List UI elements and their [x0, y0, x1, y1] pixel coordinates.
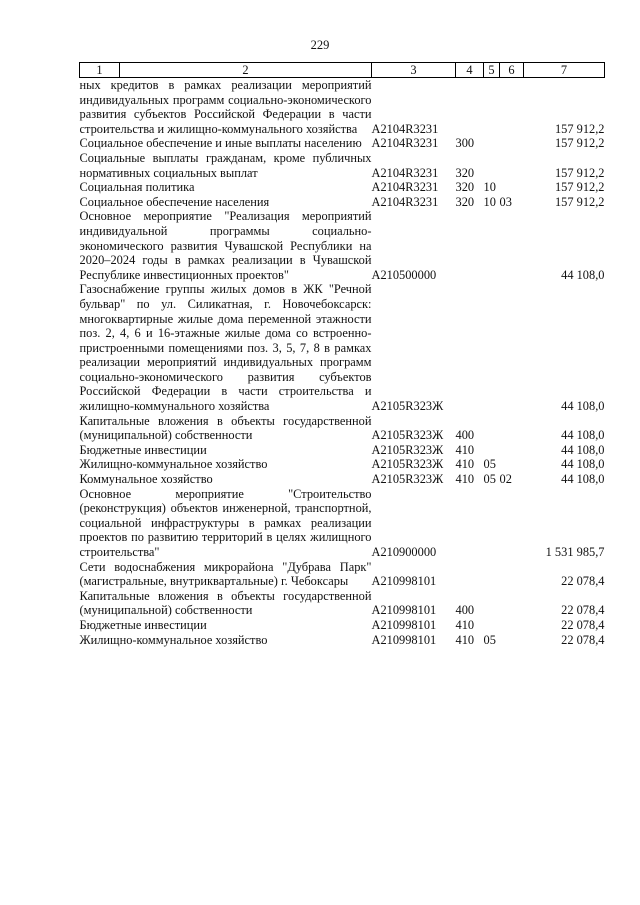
row-expense-type	[456, 209, 484, 282]
row-name: Социальные выплаты гражданам, кроме публичных нормативных социальных выплат	[79, 150, 372, 180]
row-name: Социальное обеспечение и иные выплаты населению	[79, 136, 362, 151]
row-amount: 44 108,0	[561, 472, 605, 487]
table-row	[80, 443, 605, 458]
row-section	[484, 209, 500, 282]
row-section: 05	[483, 632, 496, 647]
row-expense-type	[456, 560, 484, 589]
row-name: ных кредитов в рамках реализации мероприятий индивидуальных программ социально-экономического развития субъектов Российской Федерации в части строительства и жилищно-коммунального хозяйства	[79, 78, 372, 136]
row-amount: 157 912,2	[554, 180, 605, 195]
row-code: А210998101	[371, 617, 437, 632]
row-section	[484, 589, 500, 618]
row-amount: 44 108,0	[561, 399, 605, 414]
row-name: Бюджетные инвестиции	[79, 442, 207, 457]
row-name: Бюджетные инвестиции	[79, 617, 207, 632]
row-subsection	[500, 457, 524, 472]
row-subsection	[500, 180, 524, 195]
row-subsection	[500, 151, 524, 180]
row-code: А2105R323Ж	[371, 457, 444, 472]
row-name: Капитальные вложения в объекты государственной (муниципальной) собственности	[79, 413, 372, 443]
row-expense-type: 410	[455, 617, 475, 632]
row-section	[484, 443, 500, 458]
row-code: А2105R323Ж	[371, 472, 444, 487]
row-expense-type: 400	[455, 428, 475, 443]
row-code: А210998101	[371, 574, 437, 589]
row-expense-type: 410	[455, 632, 475, 647]
table-row	[80, 209, 605, 282]
row-amount: 1 531 985,7	[545, 545, 605, 559]
column-header: 7	[524, 63, 605, 78]
row-code: А210998101	[371, 603, 437, 618]
row-amount: 22 078,4	[561, 632, 605, 647]
row-subsection	[500, 78, 524, 137]
row-expense-type: 410	[455, 442, 475, 457]
row-code: А210900000	[371, 545, 437, 559]
column-header: 2	[120, 63, 372, 78]
row-expense-type	[456, 282, 484, 413]
row-amount: 44 108,0	[561, 442, 605, 457]
row-section	[484, 560, 500, 589]
table-row	[80, 136, 605, 151]
row-amount: 22 078,4	[561, 603, 605, 618]
row-expense-type: 320	[455, 165, 475, 180]
table-row	[80, 414, 605, 443]
row-section	[484, 151, 500, 180]
table-row	[80, 589, 605, 618]
row-expense-type: 320	[455, 194, 475, 209]
page-number: 229	[310, 38, 330, 52]
row-code: А210998101	[371, 632, 437, 647]
table-row	[80, 151, 605, 180]
column-header: 3	[372, 63, 456, 78]
row-amount: 157 912,2	[554, 165, 605, 180]
table-row	[80, 487, 605, 560]
row-section	[484, 78, 500, 137]
row-name: Жилищно-коммунальное хозяйство	[79, 457, 268, 472]
column-header: 6	[500, 63, 524, 78]
row-code: А2104R3231	[371, 165, 439, 180]
row-amount: 44 108,0	[561, 457, 605, 472]
row-name: Социальное обеспечение населения	[79, 194, 270, 209]
row-section: 10	[483, 180, 496, 195]
row-section	[484, 414, 500, 443]
row-subsection	[500, 633, 524, 648]
row-expense-type: 300	[455, 136, 475, 151]
row-name: Коммунальное хозяйство	[79, 472, 213, 487]
table-row	[80, 560, 605, 589]
column-header: 1	[80, 63, 120, 78]
row-expense-type: 410	[455, 457, 475, 472]
row-expense-type	[456, 487, 484, 560]
row-subsection	[500, 443, 524, 458]
row-subsection: 03	[499, 194, 512, 209]
budget-table	[79, 62, 605, 647]
row-name: Жилищно-коммунальное хозяйство	[79, 632, 268, 647]
row-amount: 157 912,2	[554, 194, 605, 209]
row-amount: 22 078,4	[561, 617, 605, 632]
row-code: А2105R323Ж	[371, 399, 444, 414]
row-expense-type: 320	[455, 180, 475, 195]
row-code: А2104R3231	[371, 180, 439, 195]
row-amount: 157 912,2	[554, 136, 605, 151]
row-code: А2105R323Ж	[371, 442, 444, 457]
row-subsection	[500, 136, 524, 151]
table-row	[80, 633, 605, 648]
row-code: А2105R323Ж	[371, 428, 444, 443]
row-section	[484, 136, 500, 151]
row-amount: 157 912,2	[554, 121, 605, 136]
column-header: 4	[456, 63, 484, 78]
row-name: Капитальные вложения в объекты государственной (муниципальной) собственности	[79, 588, 372, 618]
table-header-row	[80, 63, 605, 78]
row-section: 05	[483, 472, 496, 487]
table-row	[80, 457, 605, 472]
row-amount: 22 078,4	[561, 574, 605, 589]
row-expense-type: 410	[455, 472, 475, 487]
row-subsection	[500, 589, 524, 618]
row-subsection	[500, 560, 524, 589]
row-section	[484, 618, 500, 633]
table-row	[80, 618, 605, 633]
row-code: А2104R3231	[371, 194, 439, 209]
row-amount: 44 108,0	[561, 267, 605, 282]
row-amount: 44 108,0	[561, 428, 605, 443]
row-name: Сети водоснабжения микрорайона "Дубрава Парк" (магистральные, внутриквартальные) г. Чебоксары	[79, 559, 372, 589]
row-subsection	[500, 487, 524, 560]
row-code: А2104R3231	[371, 121, 439, 136]
table-row	[80, 195, 605, 210]
row-subsection	[500, 414, 524, 443]
row-expense-type	[456, 78, 484, 137]
row-section	[484, 282, 500, 413]
row-name: Социальная политика	[79, 180, 195, 195]
column-header: 5	[484, 63, 500, 78]
table-row	[80, 472, 605, 487]
row-subsection	[500, 282, 524, 413]
row-code: А2104R3231	[371, 136, 439, 151]
table-row	[80, 78, 605, 137]
row-section: 05	[483, 457, 496, 472]
row-code: А210500000	[371, 267, 437, 282]
row-name: Газоснабжение группы жилых домов в ЖК "Речной бульвар" по ул. Силикатная, г. Новочебоксарск: многоквартирные жилые дома переменной этажности поз. 2, 4, 6 и 16-этажные жилые дома со встроенно-пристроенными помещениями поз. 3, 5, 7, 8 в рамках реализации мероприятий индивидуальных программ социально-экономического развития субъектов Российской Федерации в части строительства и жилищно-коммунального хозяйства	[79, 282, 372, 414]
row-subsection	[500, 618, 524, 633]
row-section: 10	[483, 194, 496, 209]
row-section	[484, 487, 500, 560]
row-expense-type: 400	[455, 603, 475, 618]
table-row	[80, 282, 605, 413]
row-name: Основное мероприятие "Строительство (реконструкция) объектов инженерной, транспортной, социальной инфраструктуры в рамках реализации проектов по развитию территорий в целях жилищного строительства"	[79, 486, 372, 559]
table-row	[80, 180, 605, 195]
row-subsection: 02	[499, 472, 512, 487]
row-subsection	[500, 209, 524, 282]
row-name: Основное мероприятие "Реализация мероприятий индивидуальной программы социально-экономического развития Чувашской Республики на 2020–2024 годы в рамках реализации в Чувашской Республике инвестиционных проектов"	[79, 209, 372, 282]
